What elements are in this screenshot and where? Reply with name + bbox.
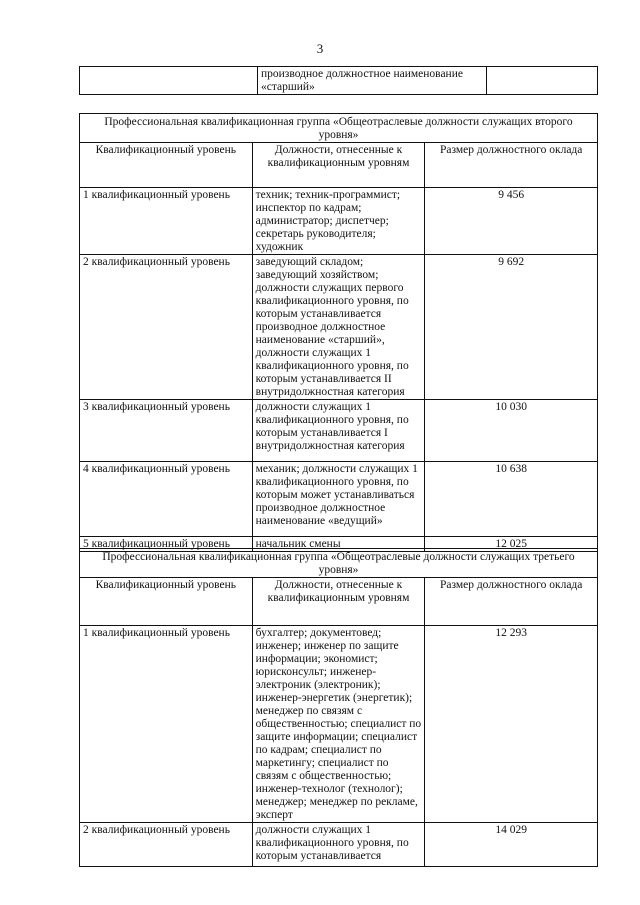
group3-title: Профессиональная квалификационная группа «Общеотраслевые должности служащих третьего уровня» (80, 549, 598, 578)
header-salary: Размер должностного оклада (425, 578, 598, 626)
salary-cell: 10 638 (425, 462, 598, 537)
table-row (80, 67, 598, 95)
level-cell: 1 квалификационный уровень (80, 188, 253, 255)
header-row (80, 143, 598, 188)
level-cell: 3 квалификационный уровень (80, 400, 253, 462)
level-cell: 1 квалификационный уровень (80, 626, 253, 823)
table-row (80, 188, 598, 255)
salary-cell: 10 030 (425, 400, 598, 462)
header-salary: Размер должностного оклада (425, 143, 598, 188)
salary-cell: 12 025 (425, 537, 598, 552)
positions-cell: начальник смены (252, 537, 425, 552)
table-row (80, 626, 598, 823)
level-cell: 2 квалификационный уровень (80, 823, 253, 867)
positions-cell: производное должностное наименование «старший» (258, 67, 487, 95)
group3-table (79, 548, 598, 867)
positions-cell: техник; техник-программист; инспектор по кадрам; администратор; диспетчер; секретарь руководителя; художник (252, 188, 425, 255)
page-number: 3 (316, 41, 324, 56)
level-cell: 4 квалификационный уровень (80, 462, 253, 537)
positions-cell: заведующий складом; заведующий хозяйством; должности служащих первого квалификационного уровня, по которым устанавливается производное должностное наименование «старший», должности служащих 1 квалификационного уровня, по которым устанавливается II внутридолжностная категория (252, 255, 425, 400)
table-row (80, 255, 598, 400)
level-cell: 5 квалификационный уровень (80, 537, 253, 552)
table-row (80, 823, 598, 867)
salary-cell: 9 456 (425, 188, 598, 255)
header-level: Квалификационный уровень (80, 578, 253, 626)
group2-title: Профессиональная квалификационная группа «Общеотраслевые должности служащих второго уровня» (80, 114, 598, 143)
group-title-row (80, 549, 598, 578)
header-positions: Должности, отнесенные к квалификационным уровням (252, 143, 425, 188)
header-row (80, 578, 598, 626)
group-title-row (80, 114, 598, 143)
header-level: Квалификационный уровень (80, 143, 253, 188)
salary-cell: 9 692 (425, 255, 598, 400)
salary-cell (487, 67, 598, 95)
positions-cell: должности служащих 1 квалификационного уровня, по которым устанавливается I внутридолжностная категория (252, 400, 425, 462)
salary-cell: 14 029 (425, 823, 598, 867)
positions-cell: бухгалтер; документовед; инженер; инженер по защите информации; экономист; юрисконсульт; инженер-электроник (электроник); инженер-энергетик (энергетик); менеджер по связям с общественностью; специалист по защите информации; специалист по кадрам; специалист по маркетингу; специалист по связям с общественностью; инженер-технолог (технолог); менеджер; менеджер по рекламе, эксперт (252, 626, 425, 823)
group2-table (79, 113, 598, 552)
positions-cell: должности служащих 1 квалификационного уровня, по которым устанавливается (252, 823, 425, 867)
table-row (80, 462, 598, 537)
continuation-table (79, 66, 598, 95)
level-cell (80, 67, 258, 95)
salary-cell: 12 293 (425, 626, 598, 823)
positions-cell: механик; должности служащих 1 квалификационного уровня, по которым может устанавливаться производное должностное наименование «ведущий» (252, 462, 425, 537)
level-cell: 2 квалификационный уровень (80, 255, 253, 400)
header-positions: Должности, отнесенные к квалификационным уровням (252, 578, 425, 626)
table-row (80, 400, 598, 462)
